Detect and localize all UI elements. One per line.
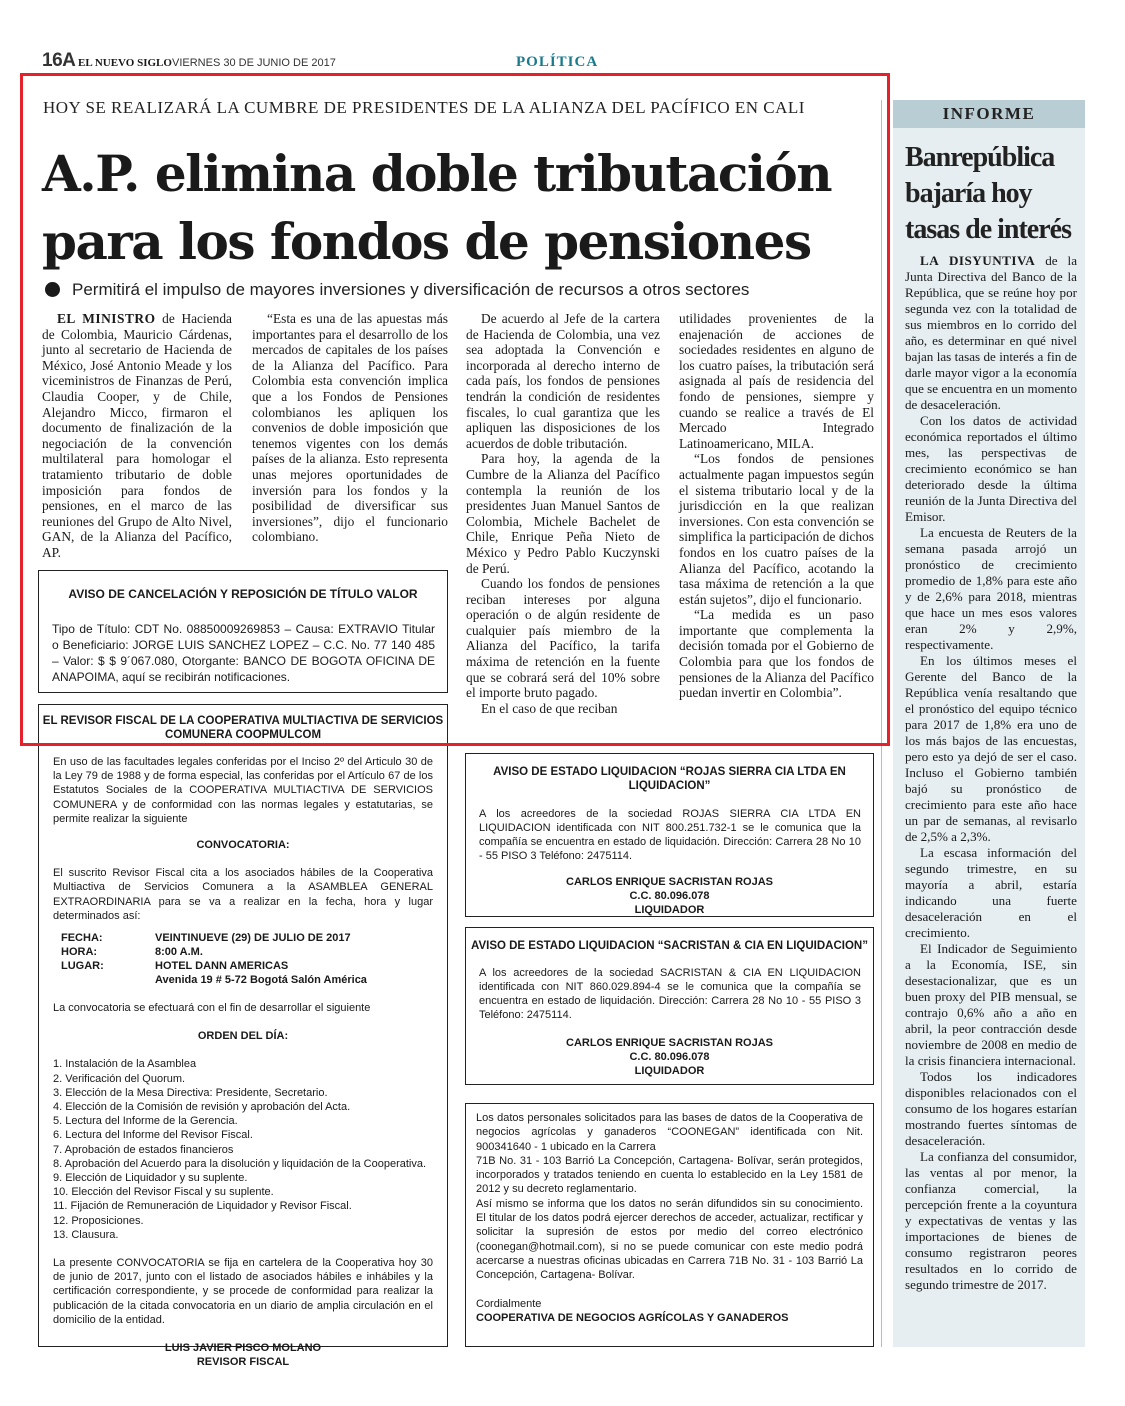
notice-closing: Cordialmente bbox=[476, 1297, 542, 1310]
issue-date: VIERNES 30 DE JUNIO DE 2017 bbox=[172, 57, 336, 69]
notice-title-line: COMUNERA COOPMULCOM bbox=[164, 729, 322, 741]
agenda-item: 2. Verificación del Quorum. bbox=[53, 1072, 186, 1085]
meeting-date-row bbox=[61, 931, 433, 945]
article-headline: A.P. elimina doble tributación para los fondos de pensiones bbox=[42, 144, 832, 271]
section-name: POLÍTICA bbox=[516, 54, 599, 70]
notice-intro: En uso de las facultades legales conferidas por el Inciso 2º del Articulo 30 de la Ley 79 de 1988 y de forma especial, las conferidas por el Artículo 67 de los Estatutos Sociales de la COOPERATIVA MULTIACTIVA DE SERVICIOS COMUNERA y de conformidad con las normas legales y estatutarias, se permite realizar la siguiente bbox=[53, 756, 433, 825]
article-column-4 bbox=[679, 311, 874, 701]
orden-label: ORDEN DEL DÍA: bbox=[197, 1030, 289, 1043]
notice-title-line: AVISO DE ESTADO LIQUIDACION “ROJAS SIERRA CIA LTDA EN bbox=[493, 766, 846, 778]
article-paragraph: utilidades provenientes de la enajenación de acciones de sociedades residentes en alguno de los cuatro países, la tributación será asignada al país de residencia del fondo de pensiones, siempre y cuando se realice a través de El Mercado Integrado Latinoamericano, MILA. bbox=[679, 311, 874, 451]
column-divider bbox=[881, 100, 882, 1347]
agenda-item: 13. Clausura. bbox=[53, 1228, 119, 1241]
article-kicker: HOY SE REALIZARÁ LA CUMBRE DE PRESIDENTES DE LA ALIANZA DEL PACÍFICO EN CALI bbox=[43, 98, 805, 117]
notice-body: Tipo de Título: CDT No. 08850009269853 – Causa: EXTRAVIO Titular o Beneficiario: JORGE LUIS SANCHEZ LOPEZ – C.C. No. 77 140 485 – Valor: $ $ 9´067.080, Otorgante: BANCO DE BOGOTA OFICINA DE ANAPOIMA, aquí se recibirán notificaciones. bbox=[52, 622, 435, 684]
signer-role: REVISOR FISCAL bbox=[196, 1356, 290, 1369]
agenda-item: 1. Instalación de la Asamblea bbox=[53, 1058, 197, 1071]
signer-name: COOPERATIVA DE NEGOCIOS AGRÍCOLAS Y GANADEROS bbox=[476, 1311, 789, 1324]
notice-title-cancellation bbox=[38, 570, 448, 693]
signer-name: LUIS JAVIER PISCO MOLANO bbox=[164, 1342, 322, 1355]
article-subhead bbox=[45, 280, 749, 300]
meeting-key: LUGAR: bbox=[61, 960, 104, 973]
agenda-list bbox=[53, 1057, 433, 1242]
informe-paragraph: Con los datos de actividad económica reportados el último mes, las perspectivas de crecimiento económico se han deteriorado desde la última reunión de la Junta Directiva del Emisor. bbox=[905, 413, 1077, 524]
notice-title-line: LIQUIDACION” bbox=[628, 780, 711, 792]
meeting-address-row bbox=[61, 973, 433, 987]
notice-paragraph: Así mismo se informa que los datos no serán difundidos sin su conocimiento. El titular de los datos podrá ejercer derechos de acceder, actualizar, rectificar y solicitar la supresión de estos por medio del correo electrónico (coonegan@hotmail.com), si no se puede comunicar con este medio podrá acercarse a nuestras oficinas ubicadas en Carrera 71B No. 31 - 103 Barrió La Concepción, Cartagena- Bolívar. bbox=[476, 1197, 863, 1282]
article-paragraph: Para hoy, la agenda de la Cumbre de la Alianza del Pacífico contempla la reunión de los presidentes Juan Manuel Santos de Colombia, Michele Bachelet de Chile, Enrique Peña Nieto de México y Pedro Pablo Kuczynski de Perú. bbox=[466, 451, 660, 576]
agenda-item: 6. Lectura del Informe del Revisor Fiscal. bbox=[53, 1129, 253, 1142]
informe-lead-word: LA DISYUNTIVA bbox=[920, 253, 1036, 268]
article-paragraph: “Esta es una de las apuestas más importantes para el desarrollo de los mercados de capitales de los países de la Alianza del Pacífico. Para Colombia esta convención implica que a los Fondos de Pensiones colombianos les apliquen los convenios de doble imposición que tenemos vigentes con los demás países de la alianza. Esto representa unas mejores oportunidades de inversión para los fondos y la posibilidad de diversificar sus inversiones”, dijo el funcionario colombiano. bbox=[252, 311, 448, 545]
notice-title bbox=[466, 765, 873, 793]
agenda-item: 12. Proposiciones. bbox=[53, 1214, 144, 1227]
notice-title-line: EL REVISOR FISCAL DE LA COOPERATIVA MULTIACTIVA DE SERVICIOS bbox=[42, 715, 444, 727]
notice-body bbox=[476, 1111, 863, 1325]
informe-tab: INFORME bbox=[893, 100, 1085, 128]
meeting-key-blank bbox=[61, 973, 155, 987]
signer-id: C.C. 80.096.078 bbox=[629, 890, 710, 902]
agenda-item: 4. Elección de la Comisión de revisión y aprobación del Acta. bbox=[53, 1101, 351, 1114]
notice-title: AVISO DE CANCELACIÓN Y REPOSICIÓN DE TÍTULO VALOR bbox=[68, 587, 418, 601]
meeting-key: HORA: bbox=[61, 946, 98, 959]
notice-title bbox=[39, 705, 447, 745]
notice-body: A los acreedores de la sociedad SACRISTAN & CIA EN LIQUIDACION identificada con NIT 860.029.894-4 se le comunica que la compañía se encuentra en estado de liquidación. Dirección: Carrera 28 No 10 - 55 PISO 3 Teléfono: 2475114. bbox=[479, 967, 861, 1021]
meeting-time-row bbox=[61, 945, 433, 959]
page-number: 16A bbox=[42, 50, 76, 71]
informe-paragraph: El Indicador de Seguimiento a la Economía, ISE, sin desestacionalizar, que es un buen proxy del PIB mensual, se contrajo 0,6% año a año en abril, la peor contracción desde noviembre de 2008 en medio de la crisis financiera internacional. bbox=[905, 941, 1077, 1068]
meeting-place-row bbox=[61, 959, 433, 973]
article-lead-text: de Hacienda de Colombia, Mauricio Cárdenas, junto al secretario de Hacienda de México, José Antonio Meade y los viceministros de Finanzas de Perú, Claudia Cooper, y de Chile, Alejandro Micco, firmaron el documento de finalización de la negociación de la convención multilateral para homologar el tratamiento tributario de doble imposición para fondos de pensiones, en el marco de las reuniones del Grupo de Alto Nivel, GAN, de la Alianza del Pacífico, AP. bbox=[42, 311, 232, 560]
agenda-item: 8. Aprobación del Acuerdo para la disolución y liquidación de la Cooperativa. bbox=[53, 1157, 427, 1170]
bullet-icon bbox=[45, 282, 60, 297]
convocatoria-text: El suscrito Revisor Fiscal cita a los asociados hábiles de la Cooperativa Multiactiva de Servicios Comunera a la ASAMBLEA GENERAL EXTRAORDINARIA para se va a realizar en la fecha, hora y lugar determinados así: bbox=[53, 867, 433, 922]
informe-paragraph bbox=[905, 253, 1077, 413]
informe-lead-text: de la Junta Directiva del Banco de la República, que se reúne hoy por segunda vez con la totalidad de sus miembros en lo corrido del año, es determinar en qué nivel bajan las tasas de interés a fin de darle mayor vigor a la economía que se encuentra en un momento de desaceleración. bbox=[905, 253, 1078, 412]
meeting-value: HOTEL DANN AMERICAS bbox=[155, 960, 289, 973]
signer-name: CARLOS ENRIQUE SACRISTAN ROJAS bbox=[566, 1037, 773, 1049]
article-column-3 bbox=[466, 311, 660, 716]
notice-body bbox=[39, 745, 447, 1370]
meeting-value: 8:00 A.M. bbox=[155, 946, 203, 959]
notice-paragraph: 71B No. 31 - 103 Barrió La Concepción, Cartagena- Bolívar, serán protegidos, incorporados y tratados teniendo en cuenta lo establecido en la Ley 1581 de 2012 y su decreto reglamentario. bbox=[476, 1154, 863, 1196]
closing-text: La presente CONVOCATORIA se fija en cartelera de la Cooperativa hoy 30 de junio de 2017, junto con el listado de asociados hábiles e inhábiles y la certificación correspondiente, y se procede de conformidad para realizar la publicación de la citada convocatoria en un diario de amplia circulación en el domicilio de la entidad. bbox=[53, 1257, 433, 1326]
article-column-1 bbox=[42, 311, 232, 561]
newspaper-name: EL NUEVO SIGLO bbox=[78, 57, 172, 69]
signer-role: LIQUIDADOR bbox=[634, 1065, 705, 1077]
article-paragraph: De acuerdo al Jefe de la cartera de Hacienda de Colombia, una vez sea adoptada la Convención e incorporada al derecho interno de cada país, los fondos de pensiones tendrán la condición de residentes fiscales, lo cual garantiza que les apliquen las disposiciones de los acuerdos de doble tributación. bbox=[466, 311, 660, 451]
signer-role: LIQUIDADOR bbox=[634, 904, 705, 916]
article-paragraph: “La medida es un paso importante que complementa la decisión tomada por el Gobierno de Colombia para que los fondos de pensiones de la Alianza del Pacífico puedan invertir en Colombia”. bbox=[679, 607, 874, 701]
informe-paragraph: En los últimos meses el Gerente del Banco de la República venía resaltando que el pronóstico del equipo técnico para 2017 de 1,8% era uno de los más bajos de las encuestas, pero esto ya dejó de ser el caso. Incluso el Gobierno también bajó su pronóstico de crecimiento para este año hace un par de semanas, al revisarlo de 2,5% a 2,3%. bbox=[905, 653, 1077, 844]
purpose-text: La convocatoria se efectuará con el fin de desarrollar el siguiente bbox=[53, 1002, 371, 1015]
informe-paragraph: La confianza del consumidor, las ventas al por menor, la confianza comercial, la percepción frente a la coyuntura y expectativas de ventas y las importaciones de bienes de consumo registraron peores resultados en lo corrido de segundo trimestre de 2017. bbox=[905, 1149, 1077, 1292]
informe-paragraph: La escasa información del segundo trimestre, en su mayoría a abril, estaría indicando una fuerte desaceleración en el crecimiento. bbox=[905, 845, 1077, 940]
notice-rojas-sierra bbox=[465, 753, 874, 917]
agenda-item: 9. Elección de Liquidador y su suplente. bbox=[53, 1172, 248, 1185]
agenda-item: 7. Aprobación de estados financieros bbox=[53, 1143, 234, 1156]
convocatoria-label: CONVOCATORIA: bbox=[196, 839, 290, 852]
notice-body: A los acreedores de la sociedad ROJAS SIERRA CIA LTDA EN LIQUIDACION identificada con NIT 800.251.732-1 se le comunica que la compañía se encuentra en estado de liquidación. Dirección: Carrera 28 No 10 - 55 PISO 3 Teléfono: 2475114. bbox=[479, 808, 861, 862]
notice-title: AVISO DE ESTADO LIQUIDACION “SACRISTAN & CIA EN LIQUIDACION” bbox=[471, 940, 868, 952]
article-paragraph: “Los fondos de pensiones actualmente pagan impuestos según el sistema tributario local y de la jurisdicción en la que realizan inversiones. Con esta convención se simplifica la participación de dichos fondos en los cuatro países de la Alianza del Pacífico, acotando la tasa máxima de retención a la que están sujetos”, dijo el funcionario. bbox=[679, 451, 874, 607]
notice-revisor-fiscal bbox=[38, 704, 448, 1369]
meeting-key: FECHA: bbox=[61, 932, 103, 945]
folio-page-number bbox=[42, 50, 75, 72]
informe-paragraph: Todos los indicadores disponibles relacionados con el consumo de los hogares estarían mostrando fuertes síntomas de desaceleración. bbox=[905, 1069, 1077, 1148]
informe-sidebar bbox=[893, 100, 1085, 1347]
notice-paragraph: Los datos personales solicitados para las bases de datos de la Cooperativa de negocios agrícolas y ganaderos “COONEGAN” identificada con Nit. 900341640 - 1 ubicado en la Carrera bbox=[476, 1112, 863, 1153]
signer-id: C.C. 80.096.078 bbox=[629, 1051, 710, 1063]
meeting-value: VEINTINUEVE (29) DE JULIO DE 2017 bbox=[155, 932, 351, 945]
agenda-item: 10. Elección del Revisor Fiscal y su suplente. bbox=[53, 1186, 274, 1199]
article-paragraph bbox=[42, 311, 232, 561]
notice-coonegan bbox=[465, 1103, 874, 1347]
article-lead-word: EL MINISTRO bbox=[57, 311, 156, 326]
agenda-item: 3. Elección de la Mesa Directiva: Presidente, Secretario. bbox=[53, 1086, 328, 1099]
agenda-item: 11. Fijación de Remuneración de Liquidador y Revisor Fiscal. bbox=[53, 1200, 352, 1213]
meeting-details bbox=[61, 931, 433, 987]
agenda-item: 5. Lectura del Informe de la Gerencia. bbox=[53, 1115, 238, 1128]
article-subhead-text: Permitirá el impulso de mayores inversiones y diversificación de recursos a otros sectores bbox=[72, 280, 750, 299]
informe-paragraph: La encuesta de Reuters de la semana pasada arrojó un pronóstico de crecimiento promedio de 1,8% para este año y de 2,6% para 2018, mientras que hace un mes esos valores eran 2% y 2,9%, respectivamente. bbox=[905, 525, 1077, 652]
meeting-value: Avenida 19 # 5-72 Bogotá Salón América bbox=[155, 974, 367, 987]
signer-name: CARLOS ENRIQUE SACRISTAN ROJAS bbox=[566, 876, 773, 888]
article-paragraph: En el caso de que reciban bbox=[481, 700, 618, 716]
informe-body bbox=[905, 253, 1077, 1293]
notice-sacristan bbox=[465, 927, 874, 1085]
informe-headline: Banrepública bajaría hoy tasas de interés bbox=[905, 142, 1071, 245]
article-paragraph: Cuando los fondos de pensiones reciban intereses por alguna operación o de algún residente de cualquier país miembro de la Alianza del Pacífico, la tarifa máxima de retención en la fuente que se cobrará será del 10% sobre el importe bruto pagado. bbox=[466, 576, 660, 701]
article-column-2 bbox=[252, 311, 448, 545]
